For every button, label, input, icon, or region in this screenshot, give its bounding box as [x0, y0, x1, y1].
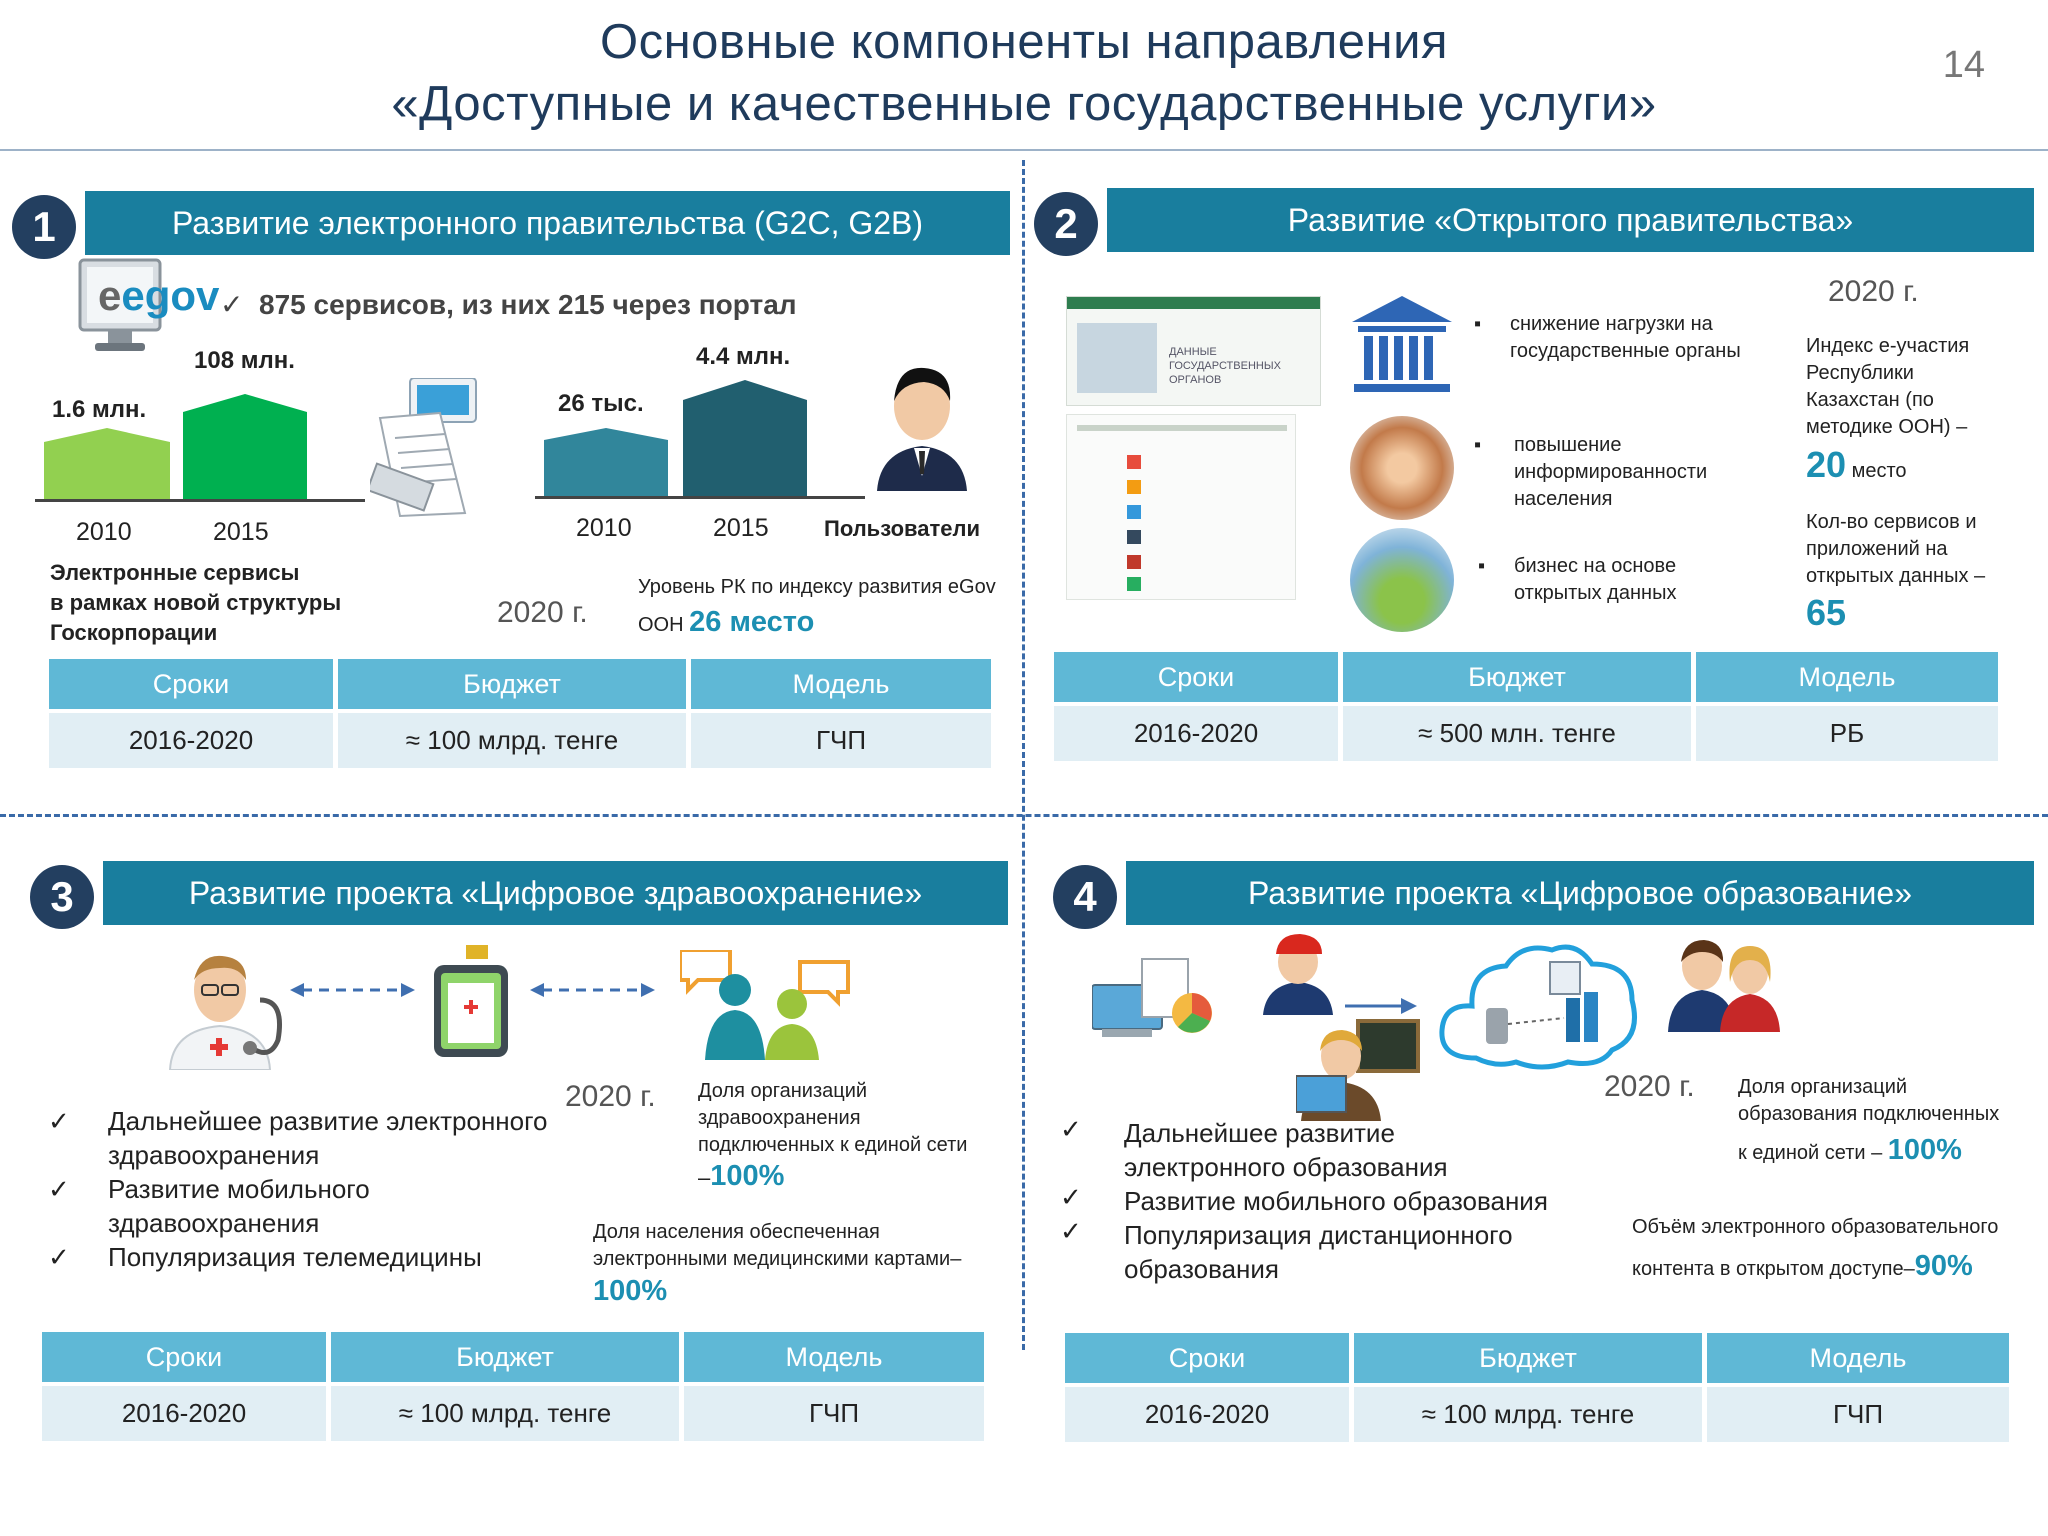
checklist-item: ✓ Развитие мобильного здравоохранения: [48, 1174, 370, 1238]
table-header: Модель: [1707, 1333, 2009, 1383]
checklist: [1060, 1116, 1548, 1286]
page-number: 14: [1942, 44, 1985, 86]
checklist-item: ✓ Популяризация дистанционного образования: [1060, 1216, 1513, 1284]
header-divider: [0, 149, 2048, 151]
section-banner: Развитие проекта «Цифровое здравоохранение»: [103, 861, 1008, 925]
cloud-network-icon: [1436, 938, 1642, 1073]
health-metric-1: Доля организаций здравоохранения подключенных к единой сети: [698, 1080, 968, 1156]
health-metric-1-value: –100%: [698, 1160, 785, 1192]
hands-together-icon: [1350, 416, 1454, 520]
table-header: Сроки: [49, 659, 333, 709]
table-cell: ГЧП: [684, 1386, 984, 1441]
target-year: 2020 г.: [565, 1080, 656, 1113]
table-cell: 2016-2020: [1054, 706, 1338, 761]
target-year: 2020 г.: [497, 596, 588, 629]
checklist-item: ✓ Дальнейшее развитие электронного здравоохранения: [48, 1106, 548, 1170]
education-metric-2-value: контента в открытом доступе–90%: [1632, 1250, 1973, 1282]
bullet-item: ▪ снижение нагрузки на государственные органы: [1474, 313, 1741, 362]
government-building-icon: [1352, 296, 1452, 394]
screenshot-heading: ДАННЫЕ ГОСУДАРСТВЕННЫХ ОРГАНОВ: [1169, 346, 1281, 386]
education-metric-1-value: к единой сети – 100%: [1738, 1134, 1962, 1166]
chart-value-label: 1.6 млн.: [52, 396, 147, 423]
summary-table: [42, 1332, 984, 1441]
table-header: Бюджет: [1354, 1333, 1702, 1383]
doctor-icon: [160, 940, 290, 1070]
checklist-item: ✓ Популяризация телемедицины: [48, 1242, 482, 1272]
document-icon: [370, 378, 480, 518]
table-header: Сроки: [1054, 652, 1338, 702]
section-number-badge: 2: [1034, 192, 1098, 256]
checklist-item: ✓ Развитие мобильного образования: [1060, 1182, 1548, 1216]
vertical-divider: [1022, 160, 1025, 1350]
table-cell: ГЧП: [691, 713, 991, 768]
services-caption: [50, 558, 341, 648]
chart-value-label: 108 млн.: [194, 347, 295, 374]
table-header: Бюджет: [1343, 652, 1691, 702]
telemedicine-people-icon: [680, 950, 850, 1060]
bullet-item: ▪ бизнес на основе открытых данных: [1478, 555, 1677, 604]
eparticipation-value: 20 место: [1806, 444, 1907, 485]
table-cell: ГЧП: [1707, 1387, 2009, 1442]
target-year: 2020 г.: [1828, 275, 1919, 308]
education-metric-1: Доля организаций образования подключенных: [1738, 1076, 2000, 1125]
parents-icon: [1666, 932, 1782, 1032]
teacher-computer-icon: [1296, 1016, 1421, 1121]
student-avatar-icon: [1258, 930, 1338, 1015]
table-header: Сроки: [42, 1332, 326, 1382]
table-header: Сроки: [1065, 1333, 1349, 1383]
chart-bar: [183, 412, 307, 499]
table-header: Модель: [684, 1332, 984, 1382]
chart-bar: [544, 440, 668, 496]
open-data-list-screenshot: [1066, 414, 1296, 600]
open-data-services-value: 65: [1806, 592, 1847, 633]
health-metric-2-value: 100%: [593, 1275, 668, 1307]
arrow-right-icon: [1345, 996, 1417, 1016]
summary-table: [1065, 1333, 2009, 1442]
dashed-arrow-icon: [290, 980, 415, 1000]
chart-axis: [35, 499, 365, 502]
index-line: ООН 26 место: [638, 606, 815, 638]
e-documents-icon: [1092, 955, 1232, 1045]
chart-year-label: 2015: [213, 518, 269, 546]
chart-axis: [535, 496, 865, 499]
caption-line: Электронные сервисы: [50, 560, 300, 585]
caption-line: в рамках новой структуры: [50, 590, 342, 615]
section-number-badge: 3: [30, 865, 94, 929]
section-banner: Развитие проекта «Цифровое образование»: [1126, 861, 2034, 925]
open-data-services: Кол-во сервисов и приложений на открытых данных –: [1806, 511, 1986, 587]
table-cell: РБ: [1696, 706, 1998, 761]
table-cell: 2016-2020: [42, 1386, 326, 1441]
chart-bar: [683, 400, 807, 496]
mobile-health-icon: [426, 945, 516, 1060]
table-header: Бюджет: [338, 659, 686, 709]
page-title-line-2: «Доступные и качественные государственные услуги»: [391, 77, 1657, 131]
eparticipation-index: Индекс е-участия Республики Казахстан (по методике ООН) –: [1806, 335, 1970, 438]
checklist: [48, 1104, 548, 1274]
summary-table: [49, 659, 991, 768]
chart-value-label: 26 тыс.: [558, 390, 644, 417]
horizontal-divider: [0, 814, 2048, 817]
index-value: 26 место: [689, 606, 815, 638]
target-year: 2020 г.: [1604, 1070, 1695, 1103]
table-header: Бюджет: [331, 1332, 679, 1382]
bullet-item: ▪ повышение информированности населения: [1474, 434, 1708, 510]
index-text: Уровень РК по индексу развития eGov: [638, 576, 996, 598]
chart-bar: [44, 442, 170, 499]
egov-logo-text: eegov: [98, 272, 220, 319]
section-banner: Развитие «Открытого правительства»: [1107, 188, 2034, 252]
table-cell: ≈ 100 млрд. тенге: [338, 713, 686, 768]
table-header: Модель: [1696, 652, 1998, 702]
section-number-badge: 4: [1053, 865, 1117, 929]
section-number-badge: 1: [12, 195, 76, 259]
checklist-item: ✓ Дальнейшее развитие электронного образования: [1060, 1114, 1448, 1182]
page-title-line-1: Основные компоненты направления: [599, 15, 1449, 69]
chart-year-label: 2010: [76, 518, 132, 546]
services-note: ✓ 875 сервисов, из них 215 через портал: [220, 289, 797, 320]
chart-value-label: 4.4 млн.: [696, 343, 791, 370]
table-cell: ≈ 100 млрд. тенге: [331, 1386, 679, 1441]
section-banner: Развитие электронного правительства (G2C, G2B): [85, 191, 1010, 255]
chart-caption: Пользователи: [824, 516, 981, 541]
table-header: Модель: [691, 659, 991, 709]
chart-year-label: 2015: [713, 514, 769, 542]
open-data-screenshot: [1066, 296, 1321, 406]
dashed-arrow-icon: [530, 980, 655, 1000]
table-cell: 2016-2020: [49, 713, 333, 768]
education-metric-2: Объём электронного образовательного: [1632, 1216, 1999, 1238]
caption-line: Госкорпорации: [50, 620, 218, 645]
summary-table: [1054, 652, 1998, 761]
table-cell: ≈ 500 млн. тенге: [1343, 706, 1691, 761]
table-cell: ≈ 100 млрд. тенге: [1354, 1387, 1702, 1442]
user-avatar-icon: [872, 356, 972, 491]
business-city-icon: [1350, 528, 1454, 632]
health-metric-2: Доля населения обеспеченная электронными медицинскими картами–: [593, 1221, 962, 1270]
chart-year-label: 2010: [576, 514, 632, 542]
table-cell: 2016-2020: [1065, 1387, 1349, 1442]
